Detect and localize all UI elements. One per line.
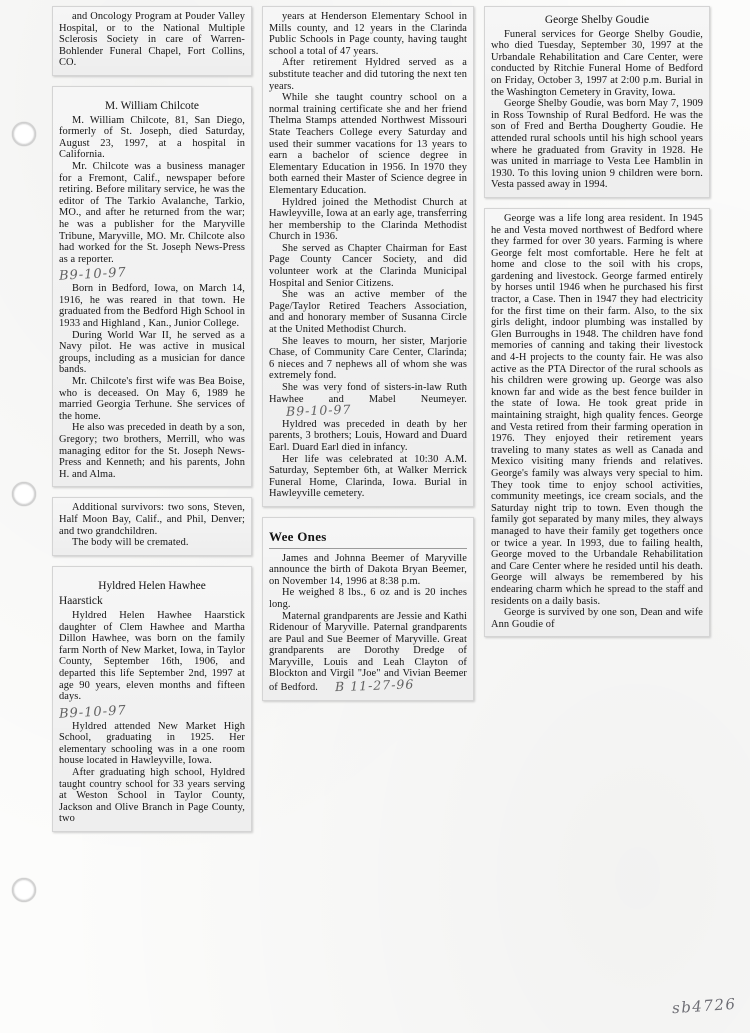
- paragraph: and Oncology Program at Pouder Valley Hospital, or to the National Multiple Sclerosis Society in care of Warren-Bohlender Funeral Chapel, Fort Collins, CO.: [59, 11, 245, 69]
- paragraph: He also was preceded in death by a son, Gregory; two brothers, Merrill, who was managing editor for the St. Joseph News-Press and Kenneth; and his parents, John H. and Alma.: [59, 422, 245, 480]
- paragraph: He weighed 8 lbs., 6 oz and is 20 inches long.: [269, 587, 467, 610]
- clipping-obituary-chilcote-continued: [52, 497, 252, 555]
- clipping-obituary-haarstick-continued: [262, 6, 474, 507]
- paragraph: years at Henderson Elementary School in Mills county, and 12 years in the Clarinda Public Schools in Page county, having taught school a total of 47 years.: [269, 11, 467, 57]
- wee-ones-headline: Wee Ones: [269, 528, 327, 544]
- paragraph: Funeral services for George Shelby Goudie, who died Tuesday, September 30, 1997 at the Urbandale Rehabilitation and Care Center, were conducted by Ritchie Funeral Home of Bedford on Friday, October 3, 1997 at 2:00 p.m. Burial in the Washington Cemetery in Gravity, Iowa.: [491, 28, 703, 98]
- paragraph-text: She was very fond of sisters-in-law Ruth Hawhee and Mabel Neumeyer.: [269, 382, 467, 405]
- paragraph: She was an active member of the Page/Taylor Retired Teachers Association, and and honorary member of Susanna Circle at the United Methodist Church.: [269, 289, 467, 336]
- clipping-obituary-haarstick: [52, 566, 252, 832]
- paragraph: Additional survivors: two sons, Steven, Half Moon Bay, Calif., and Phil, Denver; and two grandchildren.: [59, 502, 245, 537]
- paragraph: After retirement Hyldred served as a substitute teacher and did tutoring the next ten years.: [269, 57, 467, 92]
- paragraph: George Shelby Goudie, was born May 7, 1909 in Ross Township of Rural Bedford. He was the son of Fred and Bertha Dougherty Goudie. He attended rural schools until his high school years where he graduated from Gravity in 1928. He was united in marriage to Vesta Lee Hamblin in 1930. To this loving union 9 children were born. Vesta passed away in 1994.: [491, 98, 703, 191]
- paragraph: Her life was celebrated at 10:30 A.M. Saturday, September 6th, at Walker Merrick Funeral Home, Clarinda, Iowa. Burial in Hawleyville cemetery.: [269, 453, 467, 500]
- paragraph-text: Maternal grandparents are Jessie and Kathi Ridenour of Maryville. Paternal grandparents are Paul and Sue Beemer of Maryville. Great grandparents are Dorothy Dredge of Maryville, Louis and Leah Clayton of Blockton and Virgil "Joe" and Vivian Beemer of Bedford.: [269, 610, 467, 694]
- clipping-wee-ones: [262, 517, 474, 701]
- paragraph: The body will be cremated.: [72, 537, 189, 549]
- paragraph: James and Johnna Beemer of Maryville announce the birth of Dakota Bryan Beemer, on November 14, 1996 at 8:38 p.m.: [269, 552, 467, 587]
- clipping-columns: [52, 6, 742, 1027]
- divider: [269, 548, 467, 549]
- handwritten-annotation: B9-10-97: [58, 265, 128, 285]
- handwritten-annotation: B9-10-97: [58, 702, 128, 722]
- column-1: [52, 6, 252, 1027]
- handwritten-annotation: B 11-27-96: [334, 676, 415, 695]
- clipping-obituary-goudie-continued: [484, 208, 710, 637]
- paragraph: Born in Bedford, Iowa, on March 14, 1916, he was reared in that town. He graduated from the Bedford High School in 1933 and Highland , Kan., Junior College.: [59, 283, 245, 330]
- paragraph: During World War II, he served as a Navy pilot. He was active in musical groups, including as a musician for dance bands.: [59, 329, 245, 376]
- paragraph: M. William Chilcote, 81, San Diego, formerly of St. Joseph, died Saturday, August 23, 1997, at a hospital in California.: [59, 114, 245, 161]
- archive-reference-number: sb4726: [670, 994, 737, 1018]
- column-2: [262, 6, 474, 1027]
- paragraph: Hyldred joined the Methodist Church at Hawleyville, Iowa at an early age, transferring her membership to the Clarinda Methodist Church in 1936.: [269, 196, 467, 243]
- paragraph: She served as Chapter Chairman for East Page County Cancer Society, and did volunteer work at the Clarinda Municipal Hospital and Senior Citizens.: [269, 242, 467, 289]
- binder-hole: [12, 482, 36, 506]
- obituary-headline: George Shelby Goudie: [544, 14, 650, 26]
- paragraph: [269, 382, 467, 419]
- paragraph: Hyldred Helen Hawhee Haarstick daughter of Clem Hawhee and Martha Dillon Hawhee, was born on the family farm North of New Market, Iowa, in Taylor County, September 16th, 1906, and departed this life September 2nd, 1997 at age 90 years, eleven months and fifteen days.: [59, 609, 245, 703]
- paragraph: George is survived by one son, Dean and wife Ann Goudie of: [491, 607, 703, 630]
- binder-hole: [12, 122, 36, 146]
- clipping-obituary-goudie: [484, 6, 710, 198]
- handwritten-annotation: B9-10-97: [285, 401, 352, 420]
- obituary-headline-line2: Haarstick: [59, 595, 103, 608]
- paragraph: Hyldred attended New Market High School, graduating in 1925. Her elementary schooling was in a one room house located in Hawleyville, Iowa.: [59, 720, 245, 767]
- paragraph: Mr. Chilcote's first wife was Bea Boise, who is deceased. On May 6, 1989 he married Georgia Terhune. She services of the home.: [59, 376, 245, 422]
- paragraph: Hyldred was preceded in death by her parents, 3 brothers; Louis, Howard and Duard Earl. Duard Earl died in infancy.: [269, 418, 467, 453]
- paragraph: While she taught country school on a normal training certificate she and her friend Thelma Stamps attended Northwest Missouri State Teachers College every Saturday and used their summer vacations for 13 years to earn a bachelor of science degree in Elementary Education in 1956. In 1970 they both earned their Master of Science degree in Elementary Education.: [269, 92, 467, 196]
- paragraph: [269, 611, 467, 694]
- clipping-obituary-chilcote: [52, 86, 252, 487]
- binder-hole: [12, 878, 36, 902]
- obituary-headline: M. William Chilcote: [105, 99, 199, 112]
- paragraph: After graduating high school, Hyldred taught country school for 33 years serving at Weston School in Taylor County, Jackson and Olive Branch in Page County, two: [59, 767, 245, 825]
- column-3: [484, 6, 710, 1027]
- paragraph: George was a life long area resident. In 1945 he and Vesta moved northwest of Bedford where they farmed for over 30 years. Farming is where George felt most comfortable. Here he felt at home and close to the soil with his crops, gardening and livestock. George farmed entirely by horses until 1946 when he purchased his first tractor, a Case. Then in 1947 they had electricity for the first time on their farm. Also, to the six girls delight, indoor plumbing was installed by Glen Burroughs in 1948. The children have fond memories of canning and taking their livestock and 4-H projects to the county fair. He was also active as the PTA Director of the rural schools as his children were growing up. George was also known far and wide as the best fence builder in the state of Iowa. He took great pride in maintaining straight, high quality fences. George and Vesta retired from their farming operation in 1976. They enjoyed their retirement years traveling to many states as well as Canada and Mexico visiting many friends and relatives. George's family was always very special to him. They took time to enjoy school activities, community meetings, ice cream socials, and the Saturday night trip to town. Even though the family got separated by many miles, they always managed to have their family get togethers once or twice a year. In 1993, due to failing health, George moved to the Urbandale Rehabilitation and Care Center where he resided until his death. George will always be remembered by his endearing charm which he spread to the staff and residents on a daily basis.: [491, 212, 703, 607]
- paragraph: Mr. Chilcote was a business manager for a Fremont, Calif., newspaper before retiring. Before military service, he was the editor of The Tarkio Avalanche, Tarkio, MO., and after he returned from the war; he was a publisher for the Maryville Tribune, Maryville, MO. Mr. Chilcote also had worked for the St. Joseph News-Press as a reporter.: [59, 160, 245, 265]
- clipping-memorial-fund: [52, 6, 252, 76]
- obituary-headline-line1: Hyldred Helen Hawhee: [98, 579, 206, 592]
- paragraph: She leaves to mourn, her sister, Marjorie Chase, of Community Care Center, Clarinda; 6 nieces and 7 nephews all of whom she was extremely fond.: [269, 335, 467, 382]
